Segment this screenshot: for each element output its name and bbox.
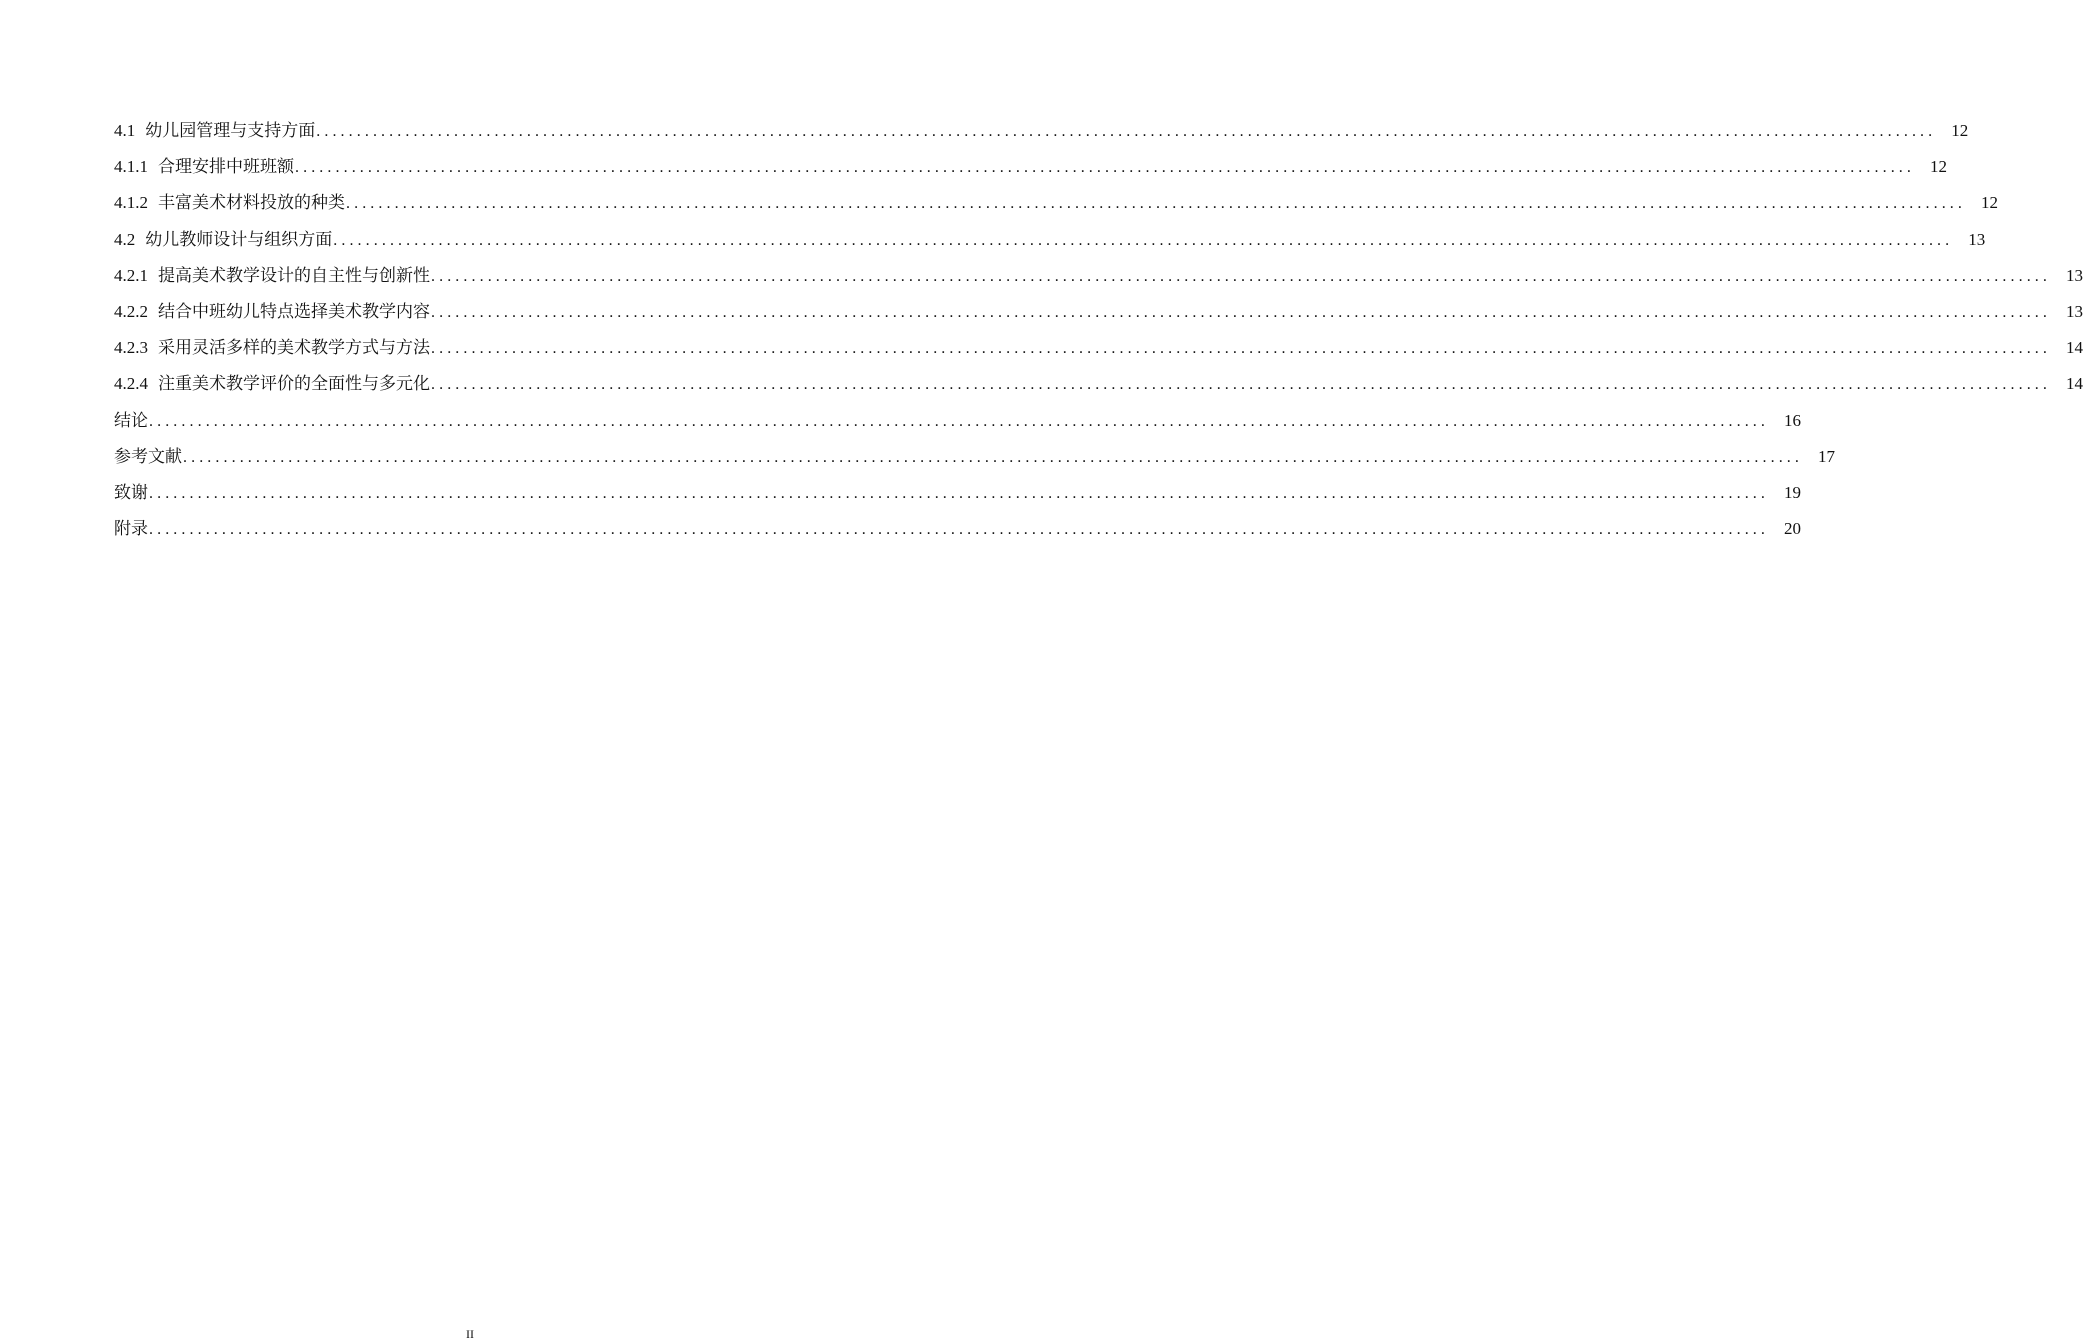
toc-entry-page: 20 [1784,519,1801,539]
toc-entry-number: 4.2.3 [114,338,148,358]
dot-leader: ........................................................................................................................................................................................................ [149,484,1769,502]
toc-entry-page: 12 [1951,121,1969,140]
toc-entry-number: 4.2.4 [114,374,148,394]
table-of-contents [114,119,2083,553]
dot-leader: ........................................................................................................................................................................................................ [431,340,2051,358]
toc-entry-title: 结合中班幼儿特点选择美术教学内容 [158,301,430,321]
toc-entry[interactable] [114,336,2083,372]
toc-entry-number: 4.1.2 [114,193,148,213]
toc-entry-page: 14 [2066,374,2083,394]
toc-entry[interactable] [114,264,2083,300]
toc-entry-page: 19 [1784,482,1801,502]
toc-entry-page: 16 [1784,410,1801,430]
dot-leader: ........................................................................................................................................................................................................ [431,303,2051,321]
toc-entry[interactable] [114,409,1801,445]
toc-entry-title: 幼儿教师设计与组织方面 [145,229,333,249]
toc-entry-title: 幼儿园管理与支持方面 [145,121,316,140]
toc-entry-number: 4.1.1 [114,157,148,177]
toc-entry-title: 合理安排中班班额 [158,157,294,177]
toc-entry[interactable] [114,372,2083,408]
toc-entry-title: 致谢 [114,482,148,502]
dot-leader: ........................................................................................................................................................................................................ [149,412,1769,430]
page-number: II [466,1327,474,1341]
toc-entry-page: 12 [1930,157,1947,177]
toc-entry-page: 14 [2066,338,2083,358]
toc-entry[interactable] [114,191,1998,227]
toc-entry-page: 17 [1818,446,1835,466]
dot-leader: ........................................................................................................................................................................................................ [316,123,1937,140]
toc-entry-number: 4.2.2 [114,301,148,321]
toc-entry-title: 注重美术教学评价的全面性与多元化 [158,374,430,394]
toc-entry[interactable] [114,517,1801,553]
toc-entry-title: 采用灵活多样的美术教学方式与方法 [158,338,430,358]
dot-leader: ........................................................................................................................................................................................................ [431,376,2051,394]
toc-entry[interactable] [114,481,1801,517]
dot-leader: ........................................................................................................................................................................................................ [333,231,1954,249]
toc-entry-title: 丰富美术材料投放的种类 [158,193,345,213]
toc-entry[interactable] [114,119,1969,155]
toc-entry-number: 4.2 [114,229,136,249]
toc-entry-title: 提高美术教学设计的自主性与创新性 [158,265,430,285]
toc-entry[interactable] [114,155,1947,191]
dot-leader: ........................................................................................................................................................................................................ [431,267,2051,285]
toc-entry-page: 12 [1981,193,1998,213]
toc-entry-page: 13 [1968,229,1986,249]
toc-entry-title: 参考文献 [114,446,182,466]
toc-entry-title: 结论 [114,410,148,430]
toc-entry-number: 4.2.1 [114,265,148,285]
toc-entry[interactable] [114,228,1986,264]
dot-leader: ........................................................................................................................................................................................................ [149,521,1769,539]
dot-leader: ........................................................................................................................................................................................................ [346,195,1966,213]
toc-entry-page: 13 [2066,265,2083,285]
toc-entry-number: 4.1 [114,121,136,140]
toc-entry[interactable] [114,445,1835,481]
toc-entry-title: 附录 [114,519,148,539]
dot-leader: ........................................................................................................................................................................................................ [295,159,1915,177]
toc-entry-page: 13 [2066,301,2083,321]
toc-entry[interactable] [114,300,2083,336]
dot-leader: ........................................................................................................................................................................................................ [183,448,1803,466]
